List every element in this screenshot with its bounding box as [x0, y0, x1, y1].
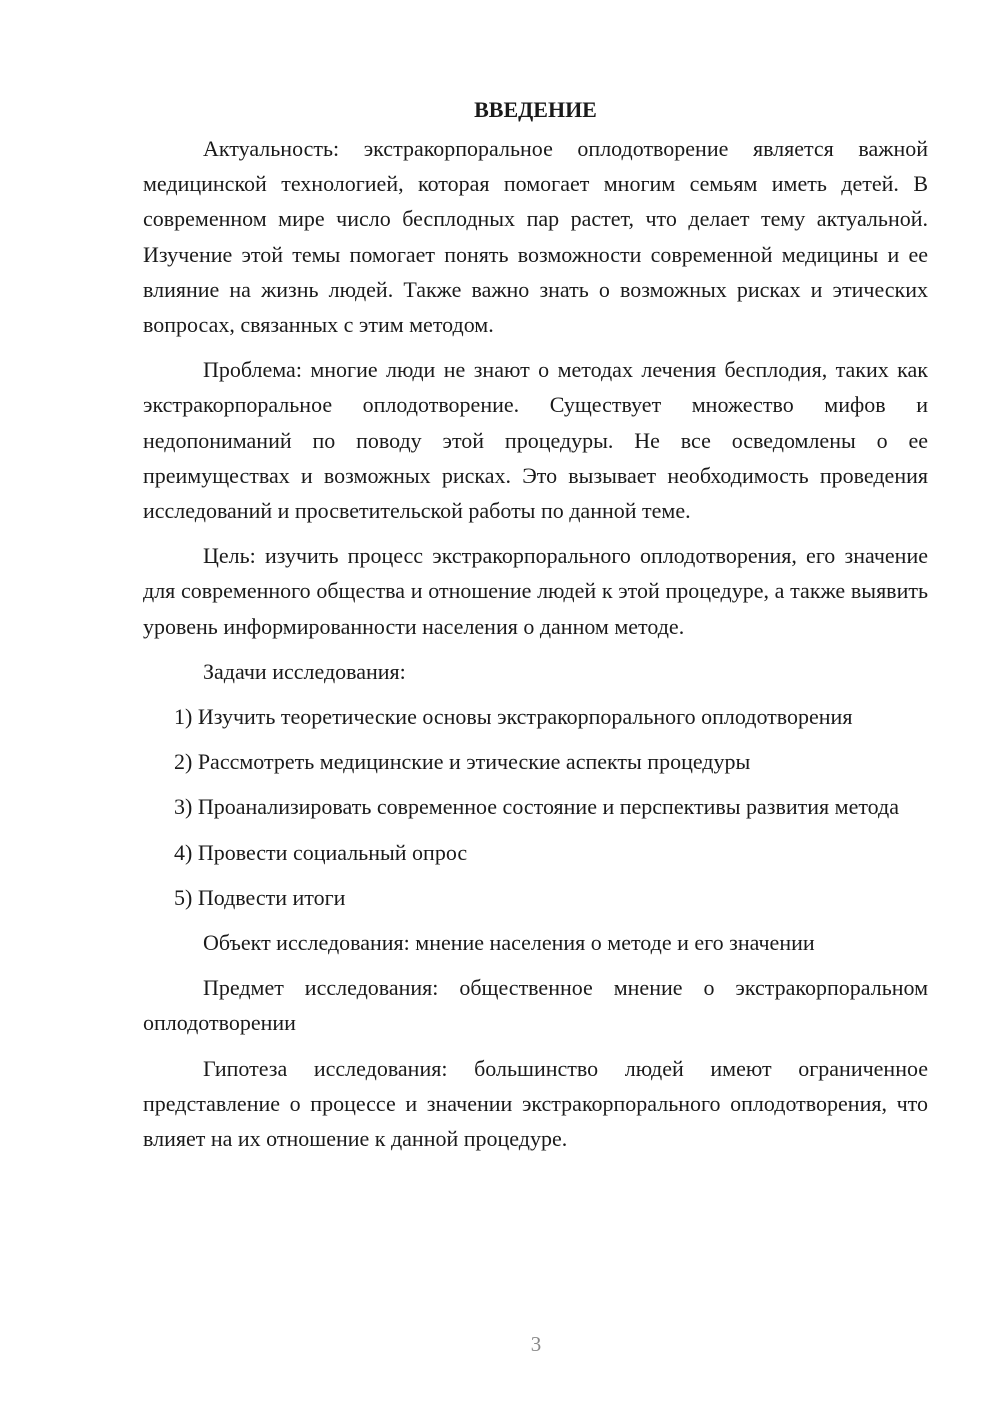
task-item-3: 3) Проанализировать современное состояние и перспективы развития метода [174, 794, 899, 820]
task-item-2: 2) Рассмотреть медицинские и этические аспекты процедуры [174, 749, 751, 775]
section-heading: ВВЕДЕНИЕ [474, 97, 597, 122]
goal-paragraph: Цель: изучить процесс экстракорпорального оплодотворения, его значение для современного общества и отношение людей к этой процедуре, а также выявить уровень информированности населения о данном методе. [143, 543, 928, 639]
tasks-heading: Задачи исследования: [203, 658, 406, 684]
task-item-1: 1) Изучить теоретические основы экстракорпорального оплодотворения [174, 704, 853, 730]
page-number: 3 [530, 1332, 542, 1356]
relevance-paragraph: Актуальность: экстракорпоральное оплодотворение является важной медицинской технологией, которая помогает многим семьям иметь детей. В современном мире число бесплодных пар растет, что делает тему актуальной. Изучение этой темы помогает понять возможности современной медицины и ее влияние на жизнь людей. Также важно знать о возможных рисках и этических вопросах, связанных с этим методом. [143, 136, 928, 338]
object-paragraph: Объект исследования: мнение населения о методе и его значении [203, 930, 815, 956]
task-item-4: 4) Провести социальный опрос [174, 839, 468, 865]
problem-paragraph: Проблема: многие люди не знают о методах лечения бесплодия, таких как экстракорпоральное оплодотворение. Существует множество мифов и недопониманий по поводу этой процедуры. Не все осведомлены о ее преимуществах и возможных рисках. Это вызывает необходимость проведения исследований и просветительской работы по данной теме. [143, 357, 928, 524]
hypothesis-paragraph: Гипотеза исследования: большинство людей имеют ограниченное представление о процессе и значении экстракорпорального оплодотворения, что влияет на их отношение к данной процедуре. [143, 1055, 928, 1152]
subject-paragraph: Предмет исследования: общественное мнение о экстракорпоральном оплодотворении [143, 975, 928, 1036]
document-page [143, 92, 928, 1156]
task-item-5: 5) Подвести итоги [174, 884, 346, 910]
